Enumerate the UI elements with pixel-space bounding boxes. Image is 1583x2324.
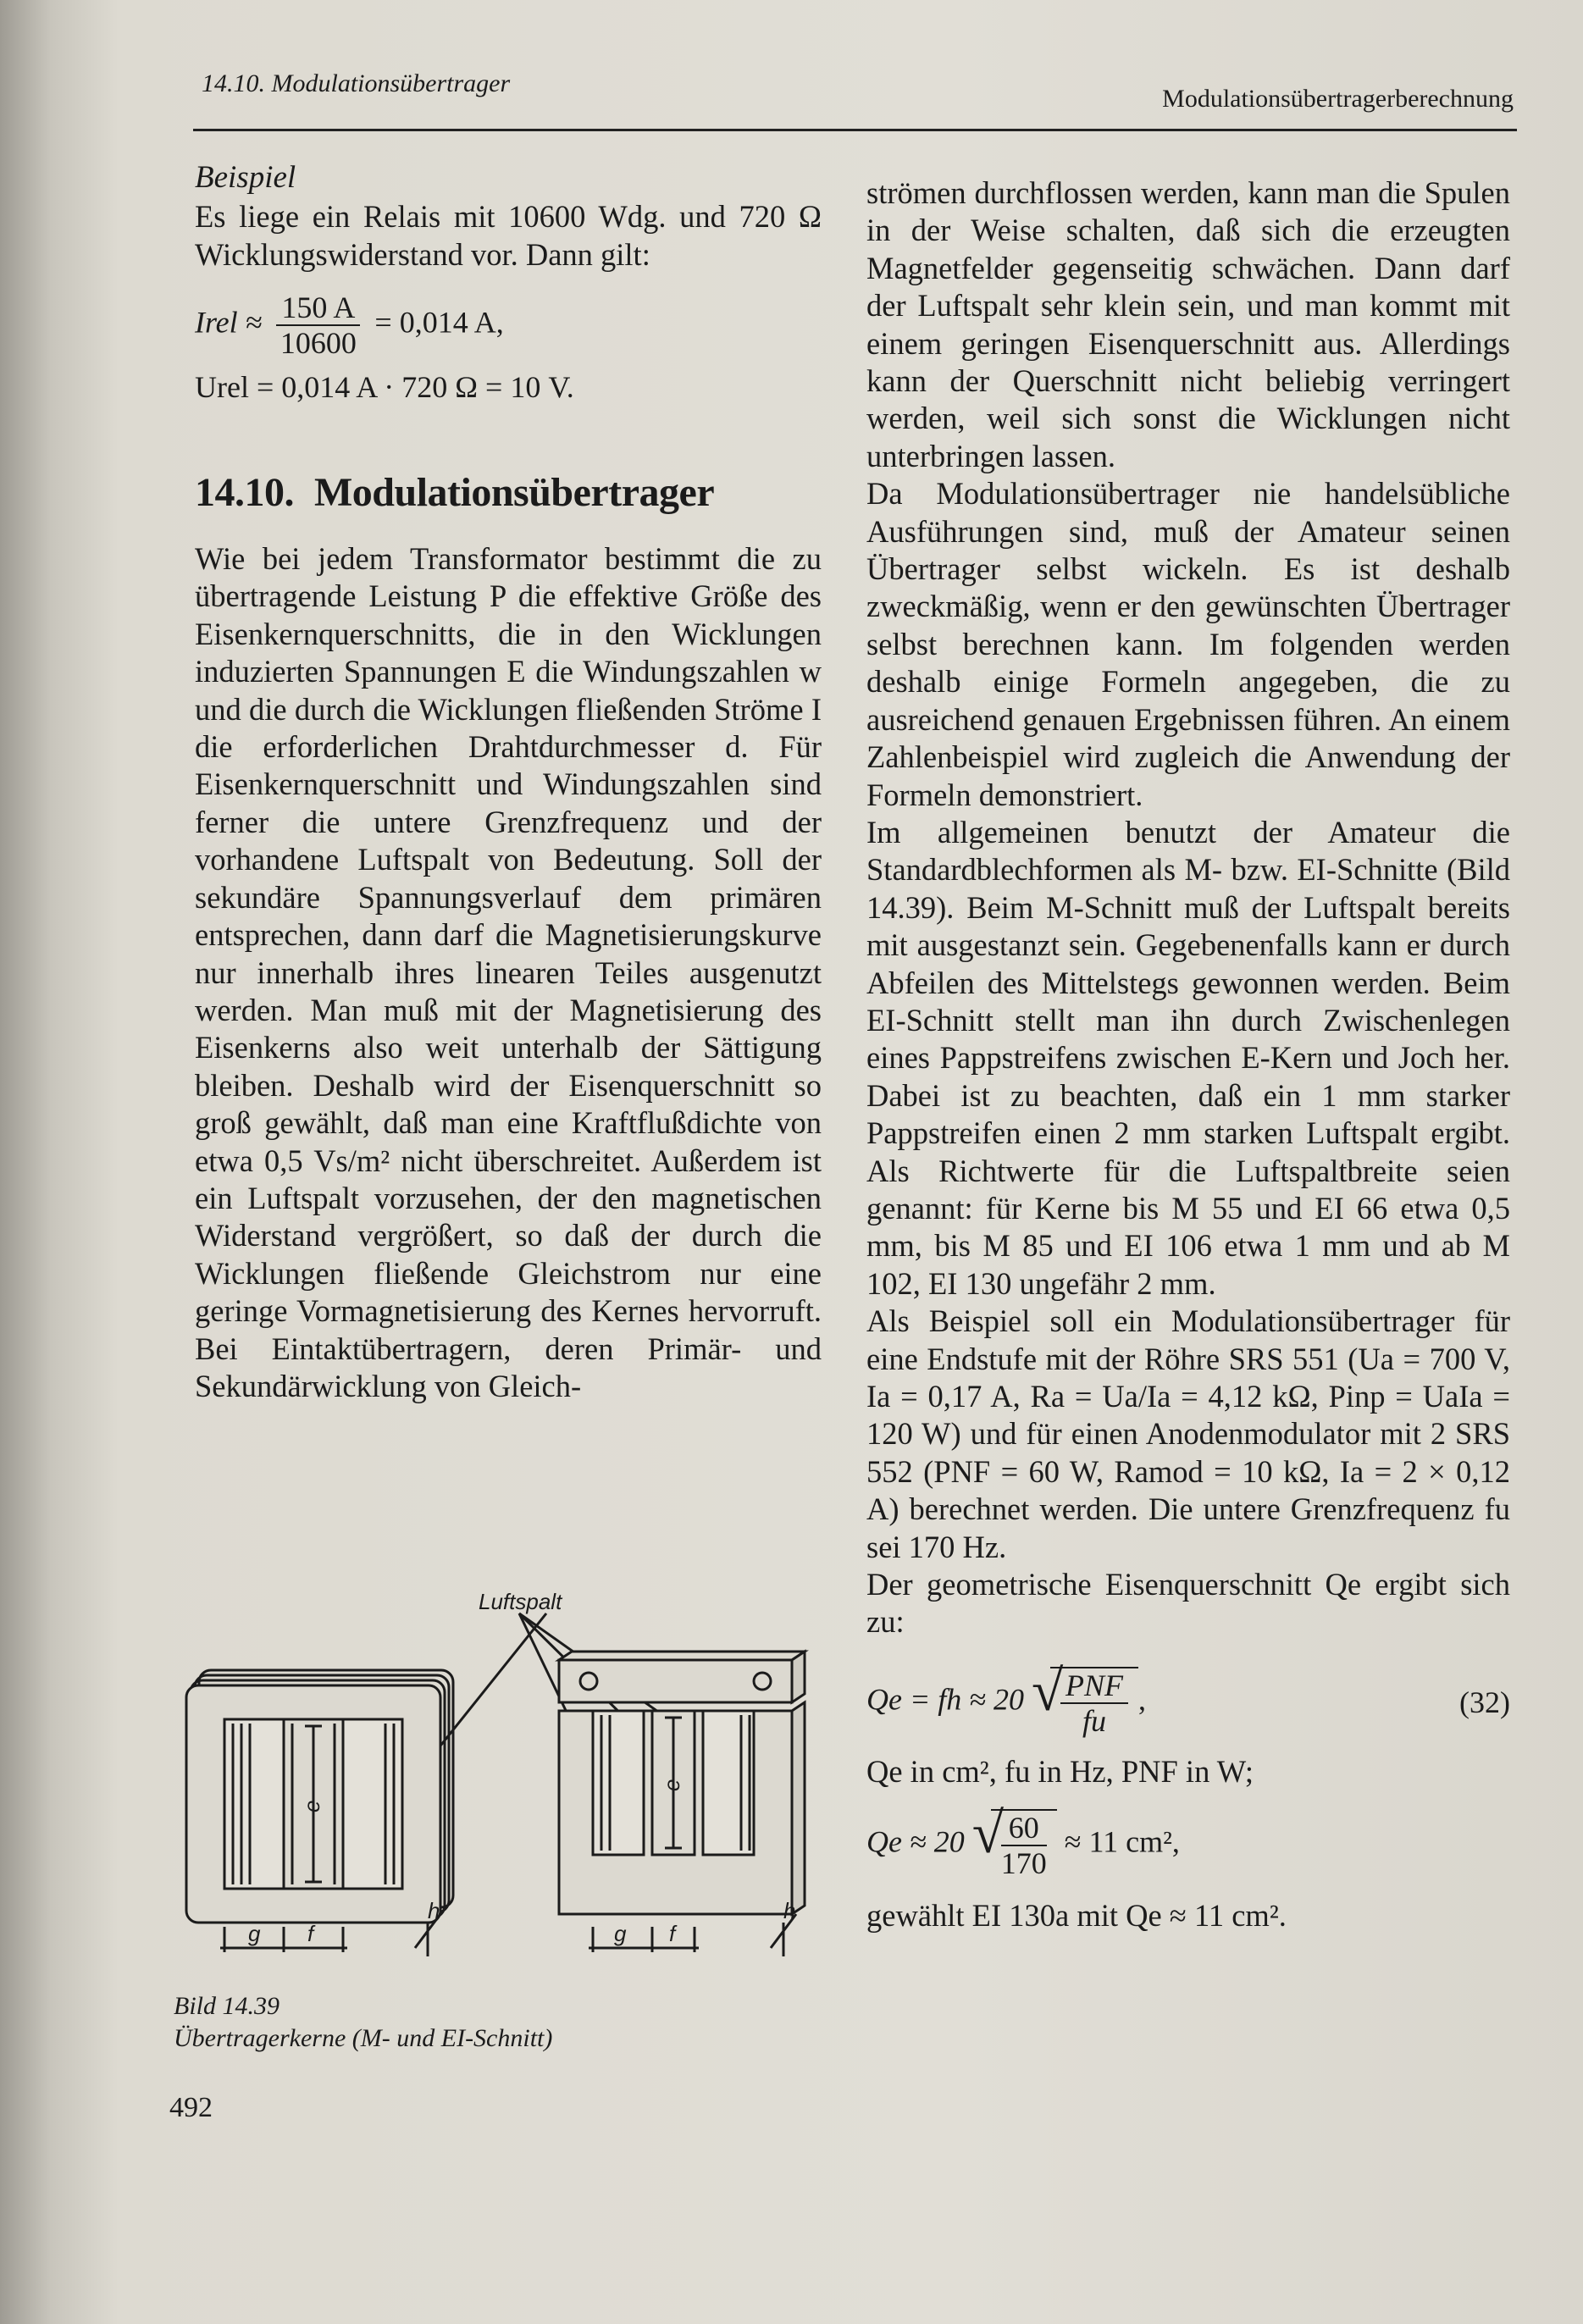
equation-irel-numerator: 150 A — [276, 290, 360, 326]
section-heading — [195, 469, 822, 515]
units-line: Qe in cm², fu in Hz, PNF in W; — [866, 1753, 1254, 1789]
right-paragraph-1: strömen durchflossen werden, kann man die Spulen in der Weise schalten, daß sich die erzeugten Magnetfelder gegenseitig schwächen. Dann darf der Luftspalt sehr klein sein, und man kommt mit einem geringen Eisenquerschnitt aus. Allerdings kann der Querschnitt nicht beliebig verringert werden, weil sich sonst die Wicklungen nicht unterbringen lassen. — [866, 175, 1510, 473]
right-column — [866, 174, 1510, 1935]
figure-label-e-right: e — [659, 1779, 684, 1791]
formula-32-root — [1032, 1657, 1138, 1738]
formula-calc-denominator: 170 — [1000, 1846, 1047, 1881]
radical-sign-icon: √ — [971, 1801, 1005, 1866]
figure-annotation-luftspalt: Luftspalt — [479, 1589, 562, 1614]
formula-32 — [866, 1657, 1510, 1738]
equation-irel — [195, 290, 822, 360]
right-paragraph-4: Als Beispiel soll ein Modulationsübertrager für eine Endstufe mit der Röhre SRS 551 (Ua = 700 V, Ia = 0,17 A, Ra = Ua/Ia = 4,12 kΩ, Pinp = UaIa = 120 W) und für einen Anodenmodulator mit 2 SRS 552 (PNF = 60 W, Ramod = 10 kΩ, Ia = 2 × 0,12 A) berechnet werden. Die untere Grenzfrequenz fu sei 170 Hz. — [866, 1303, 1510, 1564]
equation-irel-lhs: Irel ≈ — [195, 305, 263, 340]
equation-number: (32) — [1459, 1685, 1510, 1719]
running-header-left: 14.10. Modulationsübertrager — [202, 69, 511, 97]
figure-number: Bild 14.39 — [174, 1992, 280, 2020]
equation-irel-fraction — [276, 290, 360, 360]
left-body-paragraph: Wie bei jedem Transformator bestimmt die zu übertragende Leistung P die effektive Größe des Eisenkernquerschnitts, die in den Wicklungen induzierten Spannungen E die Windungszahlen w und die durch die Wicklungen fließenden Ströme I die erforderlichen Drahtdurchmesser d. Für Eisenkernquerschnitt und Windungszahlen sind ferner die untere Grenzfrequenz und der vorhandene Luftspalt von Bedeutung. Soll der sekundäre Spannungsverlauf dem primären entsprechen, dann darf die Magnetisierungskurve nur innerhalb ihres linearen Teiles ausgenutzt werden. Man muß mit der Magnetisierung des Eisenkerns also weit unterhalb der Sättigung bleiben. Deshalb wird der Eisenquerschnitt so groß gewählt, daß man eine Kraftflußdichte von etwa 0,5 Vs/m² nicht überschreitet. Außerdem ist ein Luftspalt vorzusehen, der den magnetischen Widerstand vergrößert, so daß der durch die Wicklungen fließende Gleichstrom nur eine geringe Vormagnetisierung des Kernes hervorruft. Bei Eintaktübertragern, deren Primär- und Sekundärwicklung von Gleich- — [195, 541, 822, 1403]
formula-calculation — [866, 1801, 1510, 1881]
page-number: 492 — [169, 2092, 213, 2123]
section-number: 14.10. — [195, 469, 294, 515]
right-paragraph-3: Im allgemeinen benutzt der Amateur die Standardblechformen als M- bzw. EI-Schnitte (Bild 14.39). Beim M-Schnitt muß der Luftspalt bereits mit ausgestanzt sein. Gegebenenfalls kann er durch Abfeilen des Mittelstegs gewonnen werden. Beim EI-Schnitt stellt man ihn durch Zwischenlegen eines Pappstreifens zwischen E-Kern und Joch her. Dabei ist zu beachten, daß ein 1 mm starker Pappstreifen einen 2 mm starken Luftspalt ergibt. Als Richtwerte für die Luftspaltbreite seien genannt: für Kerne bis M 55 und EI 66 etwa 0,5 mm, bis M 85 und EI 106 etwa 1 mm und ab M 102, EI 130 ungefähr 2 mm. — [866, 814, 1510, 1301]
formula-calc-lhs: Qe ≈ 20 — [866, 1824, 965, 1859]
formula-calc-numerator: 60 — [1001, 1811, 1047, 1846]
figure-caption: Übertragerkerne (M- und EI-Schnitt) — [174, 2024, 553, 2052]
figure-label-g-left: g — [248, 1921, 261, 1946]
formula-32-numerator: PNF — [1060, 1668, 1128, 1704]
header-rule — [193, 129, 1517, 131]
equation-irel-denominator: 10600 — [280, 326, 357, 361]
right-paragraph-5: Der geometrische Eisenquerschnitt Qe ergibt sich zu: — [866, 1567, 1510, 1640]
figure-label-g-right: g — [614, 1921, 627, 1946]
figure-label-e-left: e — [299, 1800, 324, 1812]
formula-32-lhs: Qe = fh ≈ 20 — [866, 1682, 1025, 1717]
figure-label-h-right: h — [783, 1898, 796, 1923]
section-title: Modulationsübertrager — [314, 469, 715, 515]
figure-label-h-left: h — [428, 1898, 440, 1923]
transformer-cores-figure — [174, 1575, 834, 2016]
formula-32-fraction — [1060, 1668, 1128, 1738]
formula-calc-fraction — [1001, 1811, 1047, 1880]
formula-calc-root — [971, 1801, 1057, 1881]
equation-irel-rhs: = 0,014 A, — [374, 305, 504, 340]
result-line: gewählt EI 130a mit Qe ≈ 11 cm². — [866, 1898, 1287, 1934]
radical-sign-icon: √ — [1032, 1657, 1064, 1723]
left-column — [195, 159, 822, 1405]
m-core — [186, 1670, 453, 1923]
example-text: Es liege ein Relais mit 10600 Wdg. und 720 Ω Wicklungswiderstand vor. Dann gilt: — [195, 199, 822, 272]
equation-urel: Urel = 0,014 A · 720 Ω = 10 V. — [195, 370, 574, 405]
formula-32-tail: , — [1138, 1682, 1147, 1717]
running-header-right: Modulationsübertragerberechnung — [1162, 85, 1514, 113]
figure-label-f-left: f — [307, 1921, 314, 1946]
example-label: Beispiel — [195, 160, 296, 195]
formula-calc-rhs: ≈ 11 cm², — [1064, 1824, 1180, 1859]
formula-32-denominator: fu — [1082, 1703, 1107, 1738]
right-paragraph-2: Da Modulationsübertrager nie handelsübliche Ausführungen sind, muß der Amateur seinen Übertrager selbst wickeln. Es ist deshalb zweckmäßig, wenn er den gewünschten Übertrager selbst berechnen kann. Im folgenden werden deshalb einige Formeln angegeben, die zu ausreichend genauen Ergebnissen führen. An einem Zahlenbeispiel wird zugleich die Anwendung der Formeln demonstriert. — [866, 476, 1510, 812]
figure-label-f-right: f — [669, 1921, 676, 1946]
